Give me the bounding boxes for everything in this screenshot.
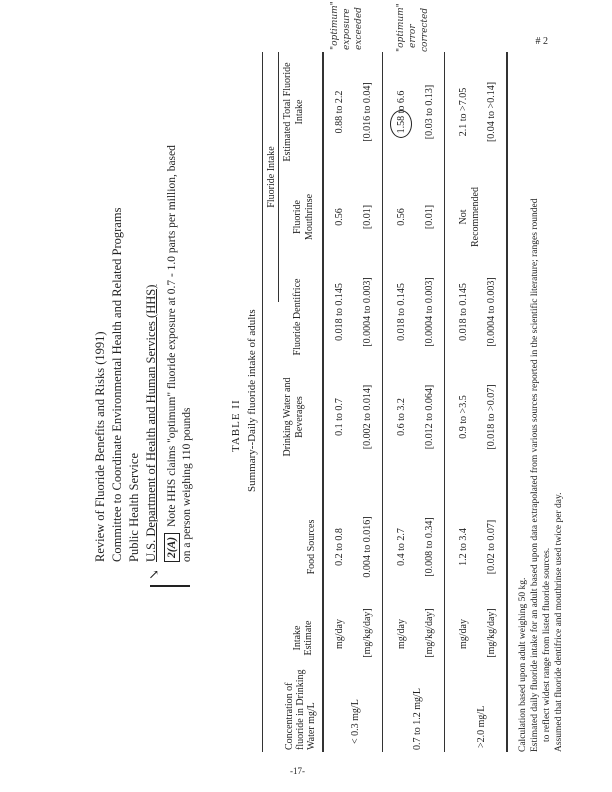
row-mouthrinse: Not bbox=[458, 209, 469, 225]
row-food: 0.4 to 2.7 bbox=[396, 528, 407, 566]
note-tag: 2(A) bbox=[164, 533, 180, 562]
row-rule bbox=[444, 52, 445, 752]
note-text: Note HHS claims "optimum" fluoride exposure at 0.7 - 1.0 parts per million, based on a person weighing 110 pounds bbox=[166, 145, 193, 562]
table-rule-bottom bbox=[506, 52, 508, 752]
row-water: 0.9 to >3.5 bbox=[458, 395, 469, 439]
row-water: [0.012 to 0.064] bbox=[424, 384, 435, 450]
row-mouthrinse: [0.01] bbox=[362, 204, 373, 230]
row-dentifrice: 0.018 to 0.145 bbox=[334, 283, 345, 341]
col-header-food: Food Sources bbox=[306, 519, 317, 575]
footnote: Estimated daily fluoride intake for an adult based upon data extrapolated from various sources reported in the scientific literature; ranges rounded bbox=[530, 198, 540, 752]
row-water: [0.018 to >0.07] bbox=[486, 384, 497, 450]
handwritten-note: exposure bbox=[342, 8, 352, 50]
header-line: Public Health Service bbox=[127, 453, 141, 562]
row-unit: mg/day bbox=[458, 619, 469, 649]
header-rule bbox=[322, 52, 324, 752]
page-number-bottom: -17- bbox=[290, 766, 305, 776]
row-water: 0.1 to 0.7 bbox=[334, 398, 345, 436]
handwritten-circle bbox=[390, 110, 412, 138]
row-dentifrice: [0.0004 to 0.003] bbox=[486, 277, 497, 347]
row-total: 2.1 to >7.05 bbox=[458, 87, 469, 137]
col-header-mouthrinse: Fluoride Mouthrinse bbox=[292, 193, 315, 241]
page-number-top: # 2 bbox=[535, 36, 548, 47]
row-total: [0.016 to 0.04] bbox=[362, 82, 373, 142]
row-water: 0.6 to 3.2 bbox=[396, 398, 407, 436]
header-line: U.S. Department of Health and Human Services (HHS) bbox=[144, 284, 158, 562]
col-header-concentration: Concentration of fluoride in Drinking Water mg/L bbox=[284, 669, 317, 750]
row-mouthrinse: 0.56 bbox=[334, 208, 345, 226]
row-unit: mg/day bbox=[396, 619, 407, 649]
col-header-dentifrice: Fluoride Dentifrice bbox=[292, 278, 303, 356]
footnote: Calculation based upon adult weighing 50 kg. bbox=[518, 577, 528, 752]
row-total: [0.03 to 0.13] bbox=[424, 84, 435, 140]
group-rule bbox=[278, 52, 279, 302]
row-mouthrinse: Recommended bbox=[470, 187, 481, 247]
row-food: 0.004 to 0.016] bbox=[362, 516, 373, 578]
row-mouthrinse: [0.01] bbox=[424, 204, 435, 230]
col-header-water: Drinking Water and Beverages bbox=[282, 377, 305, 457]
row-total: 0.88 to 2.2 bbox=[334, 90, 345, 134]
handwritten-note: "optimum" bbox=[396, 3, 406, 52]
header-line: Review of Fluoride Benefits and Risks (1991) bbox=[93, 331, 107, 562]
row-dentifrice: [0.0004 to 0.003] bbox=[362, 277, 373, 347]
handwritten-note: "optimum" bbox=[330, 1, 340, 50]
table-rule-top bbox=[262, 52, 263, 752]
row-unit: [mg/kg/day] bbox=[362, 608, 373, 658]
table-subtitle: Summary--Daily fluoride intake of adults bbox=[246, 309, 258, 492]
row-food: 1.2 to 3.4 bbox=[458, 528, 469, 566]
row-dentifrice: [0.0004 to 0.003] bbox=[424, 277, 435, 347]
table-title: TABLE II bbox=[230, 399, 242, 452]
row-food: [0.008 to 0.34] bbox=[424, 517, 435, 577]
row-total: 1.58 to 6.6 bbox=[396, 90, 407, 134]
note-bracket bbox=[150, 585, 190, 587]
row-total: [0.04 to >0.14] bbox=[486, 81, 497, 143]
row-unit: [mg/kg/day] bbox=[424, 608, 435, 658]
row-water: [0.002 to 0.014] bbox=[362, 384, 373, 450]
handwritten-note: corrected bbox=[420, 7, 430, 52]
row-dentifrice: 0.018 to 0.145 bbox=[458, 283, 469, 341]
row-conc: 0.7 to 1.2 mg/L bbox=[412, 688, 423, 750]
group-header-fluoride-intake: Fluoride Intake bbox=[266, 146, 277, 208]
handwritten-note: error bbox=[408, 24, 418, 48]
row-mouthrinse: 0.56 bbox=[396, 208, 407, 226]
header-line: Committee to Coordinate Environmental Health and Related Programs bbox=[110, 207, 124, 562]
row-unit: [mg/kg/day] bbox=[486, 608, 497, 658]
row-rule bbox=[382, 52, 383, 752]
handwritten-note: exceeded bbox=[354, 7, 364, 50]
col-header-total: Estimated Total Fluoride Intake bbox=[282, 62, 305, 162]
row-dentifrice: 0.018 to 0.145 bbox=[396, 283, 407, 341]
document-header bbox=[92, 208, 160, 562]
row-food: 0.2 to 0.8 bbox=[334, 528, 345, 566]
hhs-note bbox=[164, 132, 194, 562]
row-conc: >2.0 mg/L bbox=[476, 705, 487, 748]
row-unit: mg/day bbox=[334, 619, 345, 649]
footnote: to reflect widest range from listed fluoride sources. bbox=[542, 547, 552, 742]
row-conc: < 0.3 mg/L bbox=[350, 699, 361, 744]
arrow-icon: ↘ bbox=[146, 569, 161, 580]
footnote: Assumed that fluoride dentifrice and mouthrinse used twice per day. bbox=[554, 492, 564, 752]
row-food: [0.02 to 0.07] bbox=[486, 519, 497, 575]
col-header-intake: Intake Estimate bbox=[292, 620, 314, 656]
